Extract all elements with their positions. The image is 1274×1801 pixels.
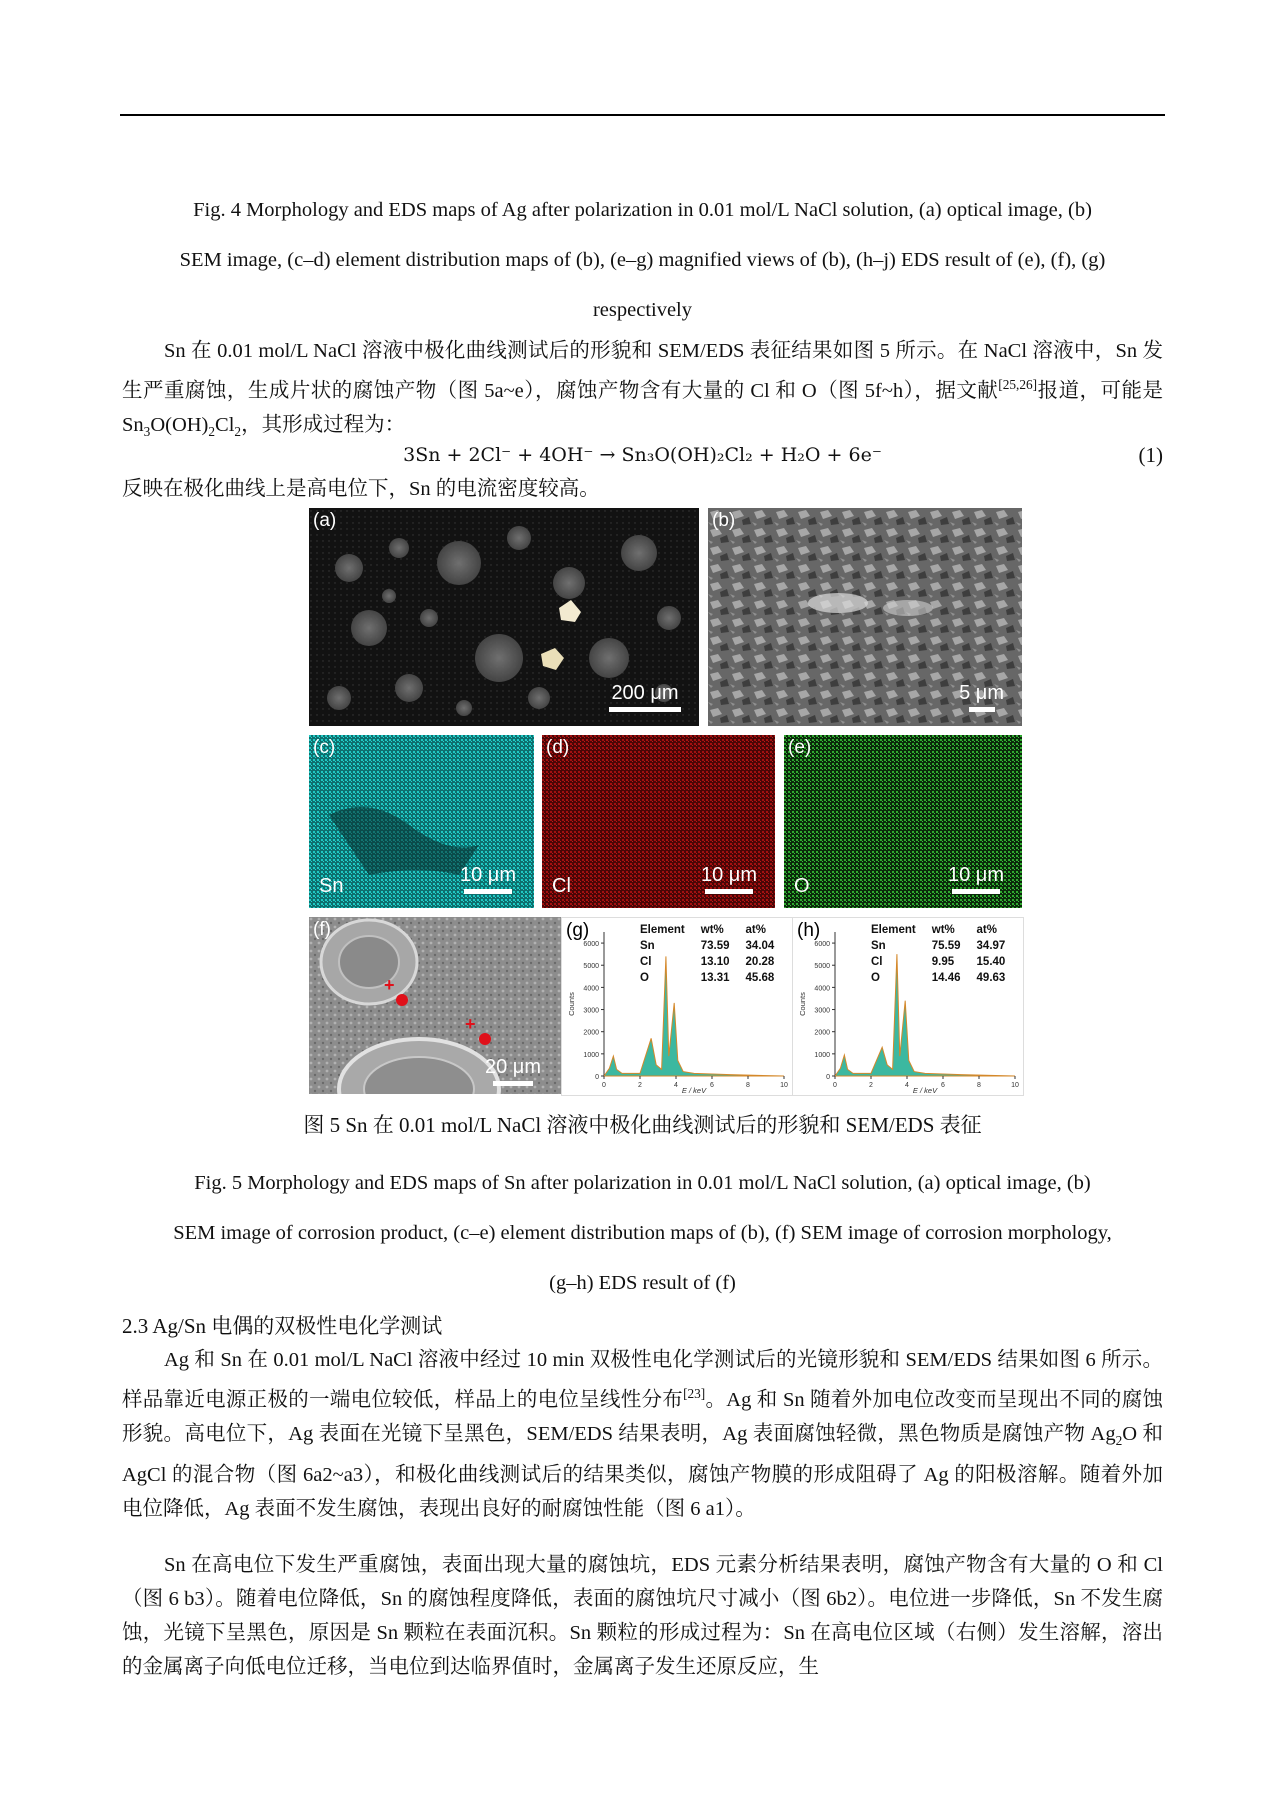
y-axis-label: Counts [798, 992, 807, 1016]
panel-f-sem-corrosion [309, 917, 561, 1094]
paragraph-bipolar-test: Ag 和 Sn 在 0.01 mol/L NaCl 溶液中经过 10 min 双极性电化学测试后的光镜形貌和 SEM/EDS 结果如图 6 所示。样品靠近电源正极的一端电位较低，样品上的电位呈线性分布[23]。Ag 和 Sn 随着外加电位改变而呈现出不同的腐蚀形貌。高电位下，Ag 表面在光镜下呈黑色，SEM/EDS 结果表明，Ag 表面腐蚀轻微，黑色物质是腐蚀产物 $Ag_2O$ 和 AgCl 的混合物（图 6a2~a3），和极化曲线测试后的结果类似，腐蚀产物膜的形成阻碍了 Ag 的阳极溶解。随着外加电位降低，Ag 表面不发生腐蚀，表现出良好的耐腐蚀性能（图 6 a1）。 [122, 1349, 1163, 1520]
y-tick-label: 6000 [583, 941, 599, 949]
x-tick-label: 6 [710, 1082, 714, 1089]
x-tick-label: 4 [905, 1082, 909, 1089]
panel-c-sn-map [309, 735, 534, 908]
spectrum-series [604, 956, 784, 1076]
marker-dot-1 [396, 994, 408, 1006]
scale-bar: 20 μm [485, 1056, 541, 1086]
y-tick-label: 2000 [814, 1029, 830, 1037]
paragraph-current-density: 反映在极化曲线上是高电位下，Sn 的电流密度较高。 [122, 478, 600, 500]
x-tick-label: 0 [833, 1082, 837, 1089]
y-tick-label: 4000 [814, 985, 830, 993]
eds-table: Element wt% at% Sn 73.59 34.04 Cl 13.10 20.28 O 13.31 45.68 [640, 924, 775, 984]
header-rule [120, 114, 1165, 116]
fig5-caption-cn: 图 5 Sn 在 0.01 mol/L NaCl 溶液中极化曲线测试后的形貌和 SEM/EDS 表征 [303, 1113, 982, 1137]
fig4-caption-line1: Fig. 4 Morphology and EDS maps of Ag after polarization in 0.01 mol/L NaCl solution, (a) optical image, (b) [193, 199, 1092, 221]
scale-bar: 5 μm [959, 682, 1004, 712]
section-heading: 2.3 Ag/Sn 电偶的双极性电化学测试 [122, 1314, 443, 1338]
spectrum-series [835, 954, 1015, 1076]
x-tick-label: 0 [602, 1082, 606, 1089]
marker-plus-1: + [384, 975, 395, 995]
y-tick-label: 3000 [814, 1007, 830, 1015]
y-tick-label: 2000 [583, 1029, 599, 1037]
panel-label: (d) [546, 737, 570, 758]
scale-bar: 10 μm [460, 864, 516, 894]
panel-d-cl-map [542, 735, 775, 908]
panel-b-sem-image [708, 508, 1022, 726]
panel-label: (a) [313, 510, 337, 531]
scale-bar: 10 μm [701, 864, 757, 894]
x-tick-label: 8 [977, 1082, 981, 1089]
x-tick-label: 10 [1011, 1082, 1019, 1089]
panel-e-o-map [784, 735, 1022, 908]
y-tick-label: 5000 [814, 963, 830, 971]
y-tick-label: 4000 [583, 985, 599, 993]
x-tick-label: 8 [746, 1082, 750, 1089]
panel-label: (h) [797, 920, 821, 941]
panel-label: (g) [566, 920, 590, 941]
fig4-caption-line2: SEM image, (c–d) element distribution maps of (b), (e–g) magnified views of (b), (h–j) EDS result of (e), (f), (g) [179, 249, 1106, 271]
element-label: O [794, 875, 810, 897]
paragraph-sn-morphology: Sn 在 0.01 mol/L NaCl 溶液中极化曲线测试后的形貌和 SEM/EDS 表征结果如图 5 所示。在 NaCl 溶液中，Sn 发生严重腐蚀，生成片状的腐蚀产物（图 5a~e），腐蚀产物含有大量的 Cl 和 O（图 5f~h），据文献[25,26]报道，可能是 $Sn_3O(OH)_2Cl_2$，其形成过程为： [122, 340, 1163, 439]
marker-plus-2: + [465, 1014, 476, 1034]
eds-table: Element wt% at% Sn 75.59 34.97 Cl 9.95 15.40 O 14.46 49.63 [871, 924, 1006, 984]
x-tick-label: 10 [780, 1082, 788, 1089]
fig5-caption-line1: Fig. 5 Morphology and EDS maps of Sn after polarization in 0.01 mol/L NaCl solution, (a) optical image, (b) [194, 1172, 1091, 1194]
marker-dot-2 [479, 1033, 491, 1045]
scale-bar: 10 μm [948, 864, 1004, 894]
x-axis-label: E / keV [681, 1086, 707, 1095]
x-tick-label: 2 [638, 1082, 642, 1089]
panel-a-optical-image [309, 508, 699, 726]
y-tick-label: 1000 [583, 1051, 599, 1059]
paragraph-sn-corrosion: Sn 在高电位下发生严重腐蚀，表面出现大量的腐蚀坑，EDS 元素分析结果表明，腐蚀产物含有大量的 O 和 Cl（图 6 b3）。随着电位降低，Sn 的腐蚀程度降低，表面的腐蚀坑尺寸减小（图 6b2）。电位进一步降低，Sn 不发生腐蚀，光镜下呈黑色，原因是 Sn 颗粒在表面沉积。Sn 颗粒的形成过程为：Sn 在高电位区域（右侧）发生溶解，溶出的金属离子向低电位迁移，当电位到达临界值时，金属离子发生还原反应，生 [122, 1554, 1163, 1678]
fig5-caption-line2: SEM image of corrosion product, (c–e) element distribution maps of (b), (f) SEM image of corrosion morphology, [173, 1222, 1112, 1244]
x-tick-label: 6 [941, 1082, 945, 1089]
eds-spectrum-plot [793, 918, 1023, 1095]
x-tick-label: 4 [674, 1082, 678, 1089]
panel-label: (b) [712, 510, 736, 531]
y-tick-label: 0 [826, 1074, 830, 1081]
panel-label: (f) [313, 919, 331, 940]
y-tick-label: 0 [595, 1074, 599, 1081]
x-axis-label: E / keV [912, 1086, 938, 1095]
element-label: Cl [552, 875, 571, 897]
scale-bar: 200 μm [609, 682, 681, 712]
equation-expression: 3Sn + 2Cl⁻ + 4OH⁻ → Sn₃O(OH)₂Cl₂ + H₂O + 6e⁻ [403, 444, 882, 466]
equation-number: (1) [1138, 443, 1163, 467]
y-axis-label: Counts [567, 992, 576, 1016]
y-tick-label: 5000 [583, 963, 599, 971]
panel-label: (c) [313, 737, 336, 758]
panel-h-eds-spectrum [792, 917, 1024, 1096]
element-label: Sn [319, 875, 344, 897]
fig4-caption-line3: respectively [592, 299, 693, 321]
y-tick-label: 3000 [583, 1007, 599, 1015]
eds-spectrum-plot [562, 918, 792, 1095]
panel-label: (e) [788, 737, 812, 758]
fig5-caption-line3: (g–h) EDS result of (f) [549, 1272, 736, 1294]
panel-g-eds-spectrum [561, 917, 793, 1096]
equation-1 [122, 438, 1163, 472]
y-tick-label: 6000 [814, 941, 830, 949]
y-tick-label: 1000 [814, 1051, 830, 1059]
x-tick-label: 2 [869, 1082, 873, 1089]
